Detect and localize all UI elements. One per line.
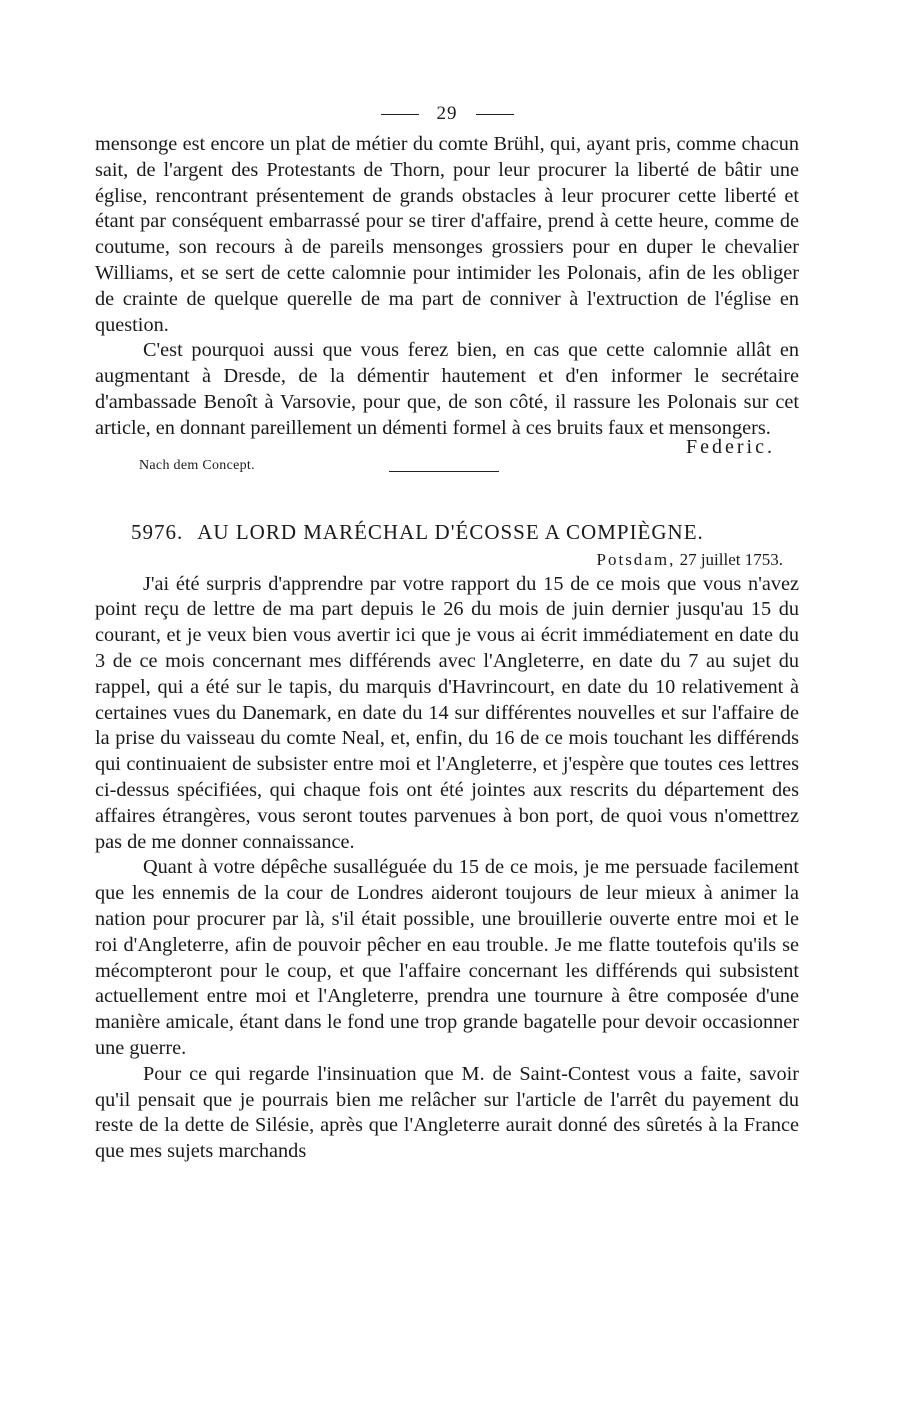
- continuation-paragraph-2: C'est pourquoi aussi que vous ferez bien, en cas que cette calomnie allât en augmentant à Dresde, de la démentir hautement et d'en informer le secrétaire d'ambassade Benoît à Varsovie, pour que, de son côté, il rassure les Polonais sur cet article, en donnant pareillement un démenti formel à ces bruits faux et mensongers.: [95, 339, 799, 439]
- signature-block: [95, 435, 799, 494]
- letter-title: AU LORD MARÉCHAL D'ÉCOSSE A COMPIÈGNE.: [197, 519, 704, 544]
- section-divider: [389, 471, 499, 472]
- letter-paragraph-2: Quant à votre dépêche susalléguée du 15 de ce mois, je me persuade facilement que les ennemis de la cour de Londres aideront toujours de leur mieux à animer la nation pour procurer par là, s'il était possible, une brouillerie ouverte entre moi et le roi d'Angleterre, afin de pouvoir pêcher en eau trouble. Je me flatte toutefois qu'ils se mécompteront pour le coup, et que l'affaire concernant les différends qui subsistent actuellement entre moi et l'Angleterre, prendra une tournure à être composée d'une manière amicale, étant dans le fond une trop grande bagatelle pour devoir occasionner une guerre.: [95, 856, 799, 1059]
- page-header: [95, 96, 799, 132]
- header-dash-right: [476, 114, 514, 115]
- letter-paragraph-1: J'ai été surpris d'apprendre par votre rapport du 15 de ce mois que vous n'avez point reçu de lettre de ma part depuis le 26 du mois de juin dernier jusqu'au 15 du courant, et je veux bien vous avertir ici que je vous ai écrit immédiatement en date du 3 de ce mois concernant mes différends avec l'Angleterre, en date du 7 au sujet du rappel, qui a été sur le tapis, du marquis d'Havrincourt, en date du 10 relativement à certaines vues du Danemark, en date du 14 sur différentes nouvelles et sur l'affaire de la prise du vaisseau du comte Neal, et, enfin, du 16 de ce mois touchant les différends qui continuaient de subsister entre moi et l'Angleterre, et j'espère que toutes ces lettres ci-dessus spécifiées, qui chaque fois ont été jointes aux rescrits du département des affaires étrangères, vous seront toutes parvenues à bon port, de quoi vous n'omettrez pas de me donner connaissance.: [95, 572, 799, 853]
- source-note: Nach dem Concept.: [139, 457, 255, 473]
- letter-paragraph-3: Pour ce qui regarde l'insinuation que M. de Saint-Contest vous a faite, savoir qu'il pensait que je pourrais bien me relâcher sur l'article de l'arrêt du payement du reste de la dette de Silésie, après que l'Angleterre aurait donné des sûretés à la France que mes sujets marchands: [95, 1062, 799, 1163]
- letter-dateline: [95, 548, 799, 572]
- letter-place: Potsdam,: [596, 549, 676, 569]
- header-dash-left: [381, 114, 419, 115]
- page-number: 29: [436, 103, 458, 124]
- signature: Federic.: [686, 435, 775, 458]
- letter-number: 5976.: [131, 519, 184, 544]
- letter-heading: [131, 518, 799, 546]
- document-page: [95, 96, 799, 1165]
- continuation-paragraph-1: mensonge est encore un plat de métier du comte Brühl, qui, ayant pris, comme chacun sait, de l'argent des Protestants de Thorn, pour leur procurer la liberté de bâtir une église, rencontrant présentement de grands obstacles à leur procurer cette liberté et étant par conséquent embarrassé pour se tirer d'affaire, prend à cette heure, comme de coutume, son recours à de pareils mensonges grossiers pour en duper le chevalier Williams, et se sert de cette calomnie pour intimider les Polonais, afin de les obliger de crainte de quelque querelle de ma part de conniver à l'extruction de l'église en question.: [95, 133, 799, 336]
- letter-date: 27 juillet 1753.: [679, 549, 783, 569]
